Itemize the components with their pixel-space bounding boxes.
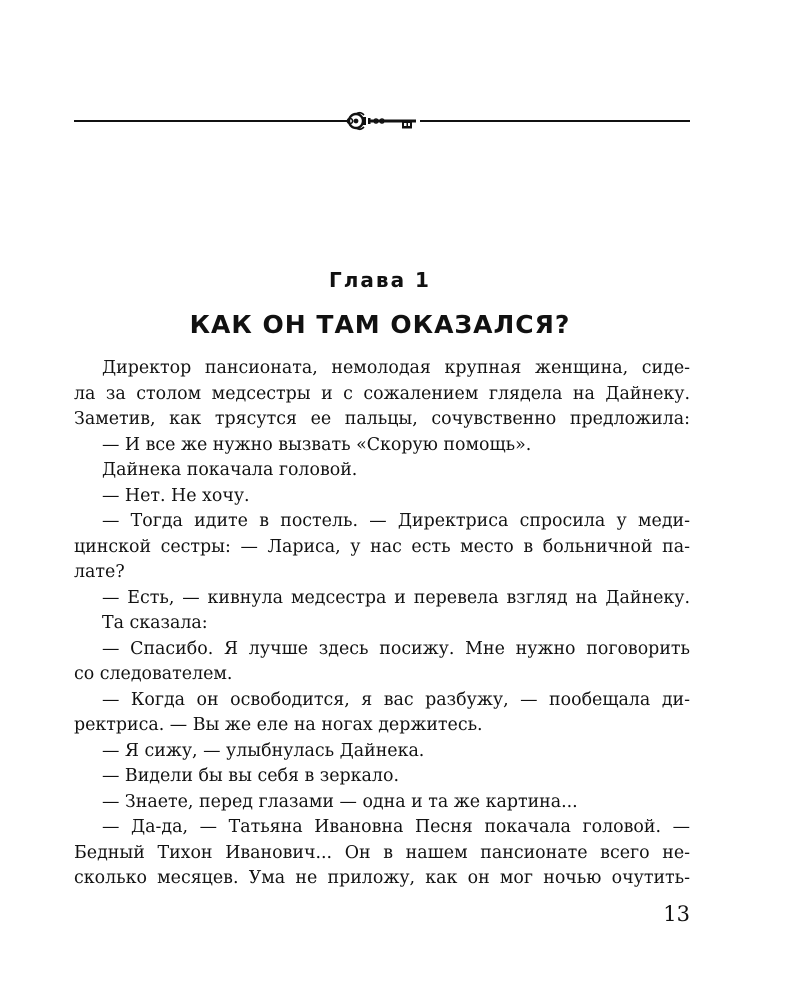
text-line: — И все же нужно вызвать «Скорую помощь».: [102, 434, 532, 455]
header-rule-left-line: [74, 120, 350, 122]
text-line: Заметив, как трясутся ее пальцы, сочувственно предложила:: [74, 409, 690, 429]
text-line: ректриса. — Вы же еле на ногах держитесь.: [74, 715, 483, 735]
header-rule-right-line: [420, 120, 690, 122]
text-line: Директор пансионата, немолодая крупная женщина, сиде-: [102, 358, 690, 378]
text-line: — Да-да, — Татьяна Ивановна Песня покачала головой. —: [102, 817, 690, 837]
text-line: — Нет. Не хочу.: [102, 485, 250, 506]
text-line: со следователем.: [74, 664, 233, 684]
text-line: Дайнека покачала головой.: [102, 460, 358, 480]
text-line: сколько месяцев. Ума не приложу, как он мог ночью очутить-: [74, 868, 690, 888]
key-icon: [346, 111, 422, 131]
text-line: ла за столом медсестры и с сожалением глядела на Дайнеку.: [74, 383, 690, 404]
text-line: — Видели бы вы себя в зеркало.: [102, 766, 399, 786]
text-line: — Спасибо. Я лучше здесь посижу. Мне нужно поговорить: [102, 638, 690, 659]
text-line: — Тогда идите в постель. — Директриса спросила у меди-: [102, 511, 690, 531]
text-line: цинской сестры: — Лариса, у нас есть место в больничной па-: [74, 536, 690, 557]
text-line: — Есть, — кивнула медсестра и перевела взгляд на Дайнеку.: [102, 587, 690, 608]
page-number: 13: [663, 902, 690, 926]
chapter-title: КАК ОН ТАМ ОКАЗАЛСЯ?: [189, 310, 571, 339]
text-line: — Когда он освободится, я вас разбужу, — пообещала ди-: [102, 689, 690, 710]
text-line: Та сказала:: [102, 613, 208, 633]
text-line: — Знаете, перед глазами — одна и та же картина...: [102, 791, 578, 812]
chapter-label: Глава 1: [329, 268, 431, 292]
text-line: Бедный Тихон Иванович... Он в нашем пансионате всего не-: [74, 842, 690, 863]
header-ornament-rule: [74, 111, 690, 131]
text-line: лате?: [74, 562, 125, 582]
text-line: — Я сижу, — улыбнулась Дайнека.: [102, 740, 425, 761]
body-text: [74, 356, 690, 892]
